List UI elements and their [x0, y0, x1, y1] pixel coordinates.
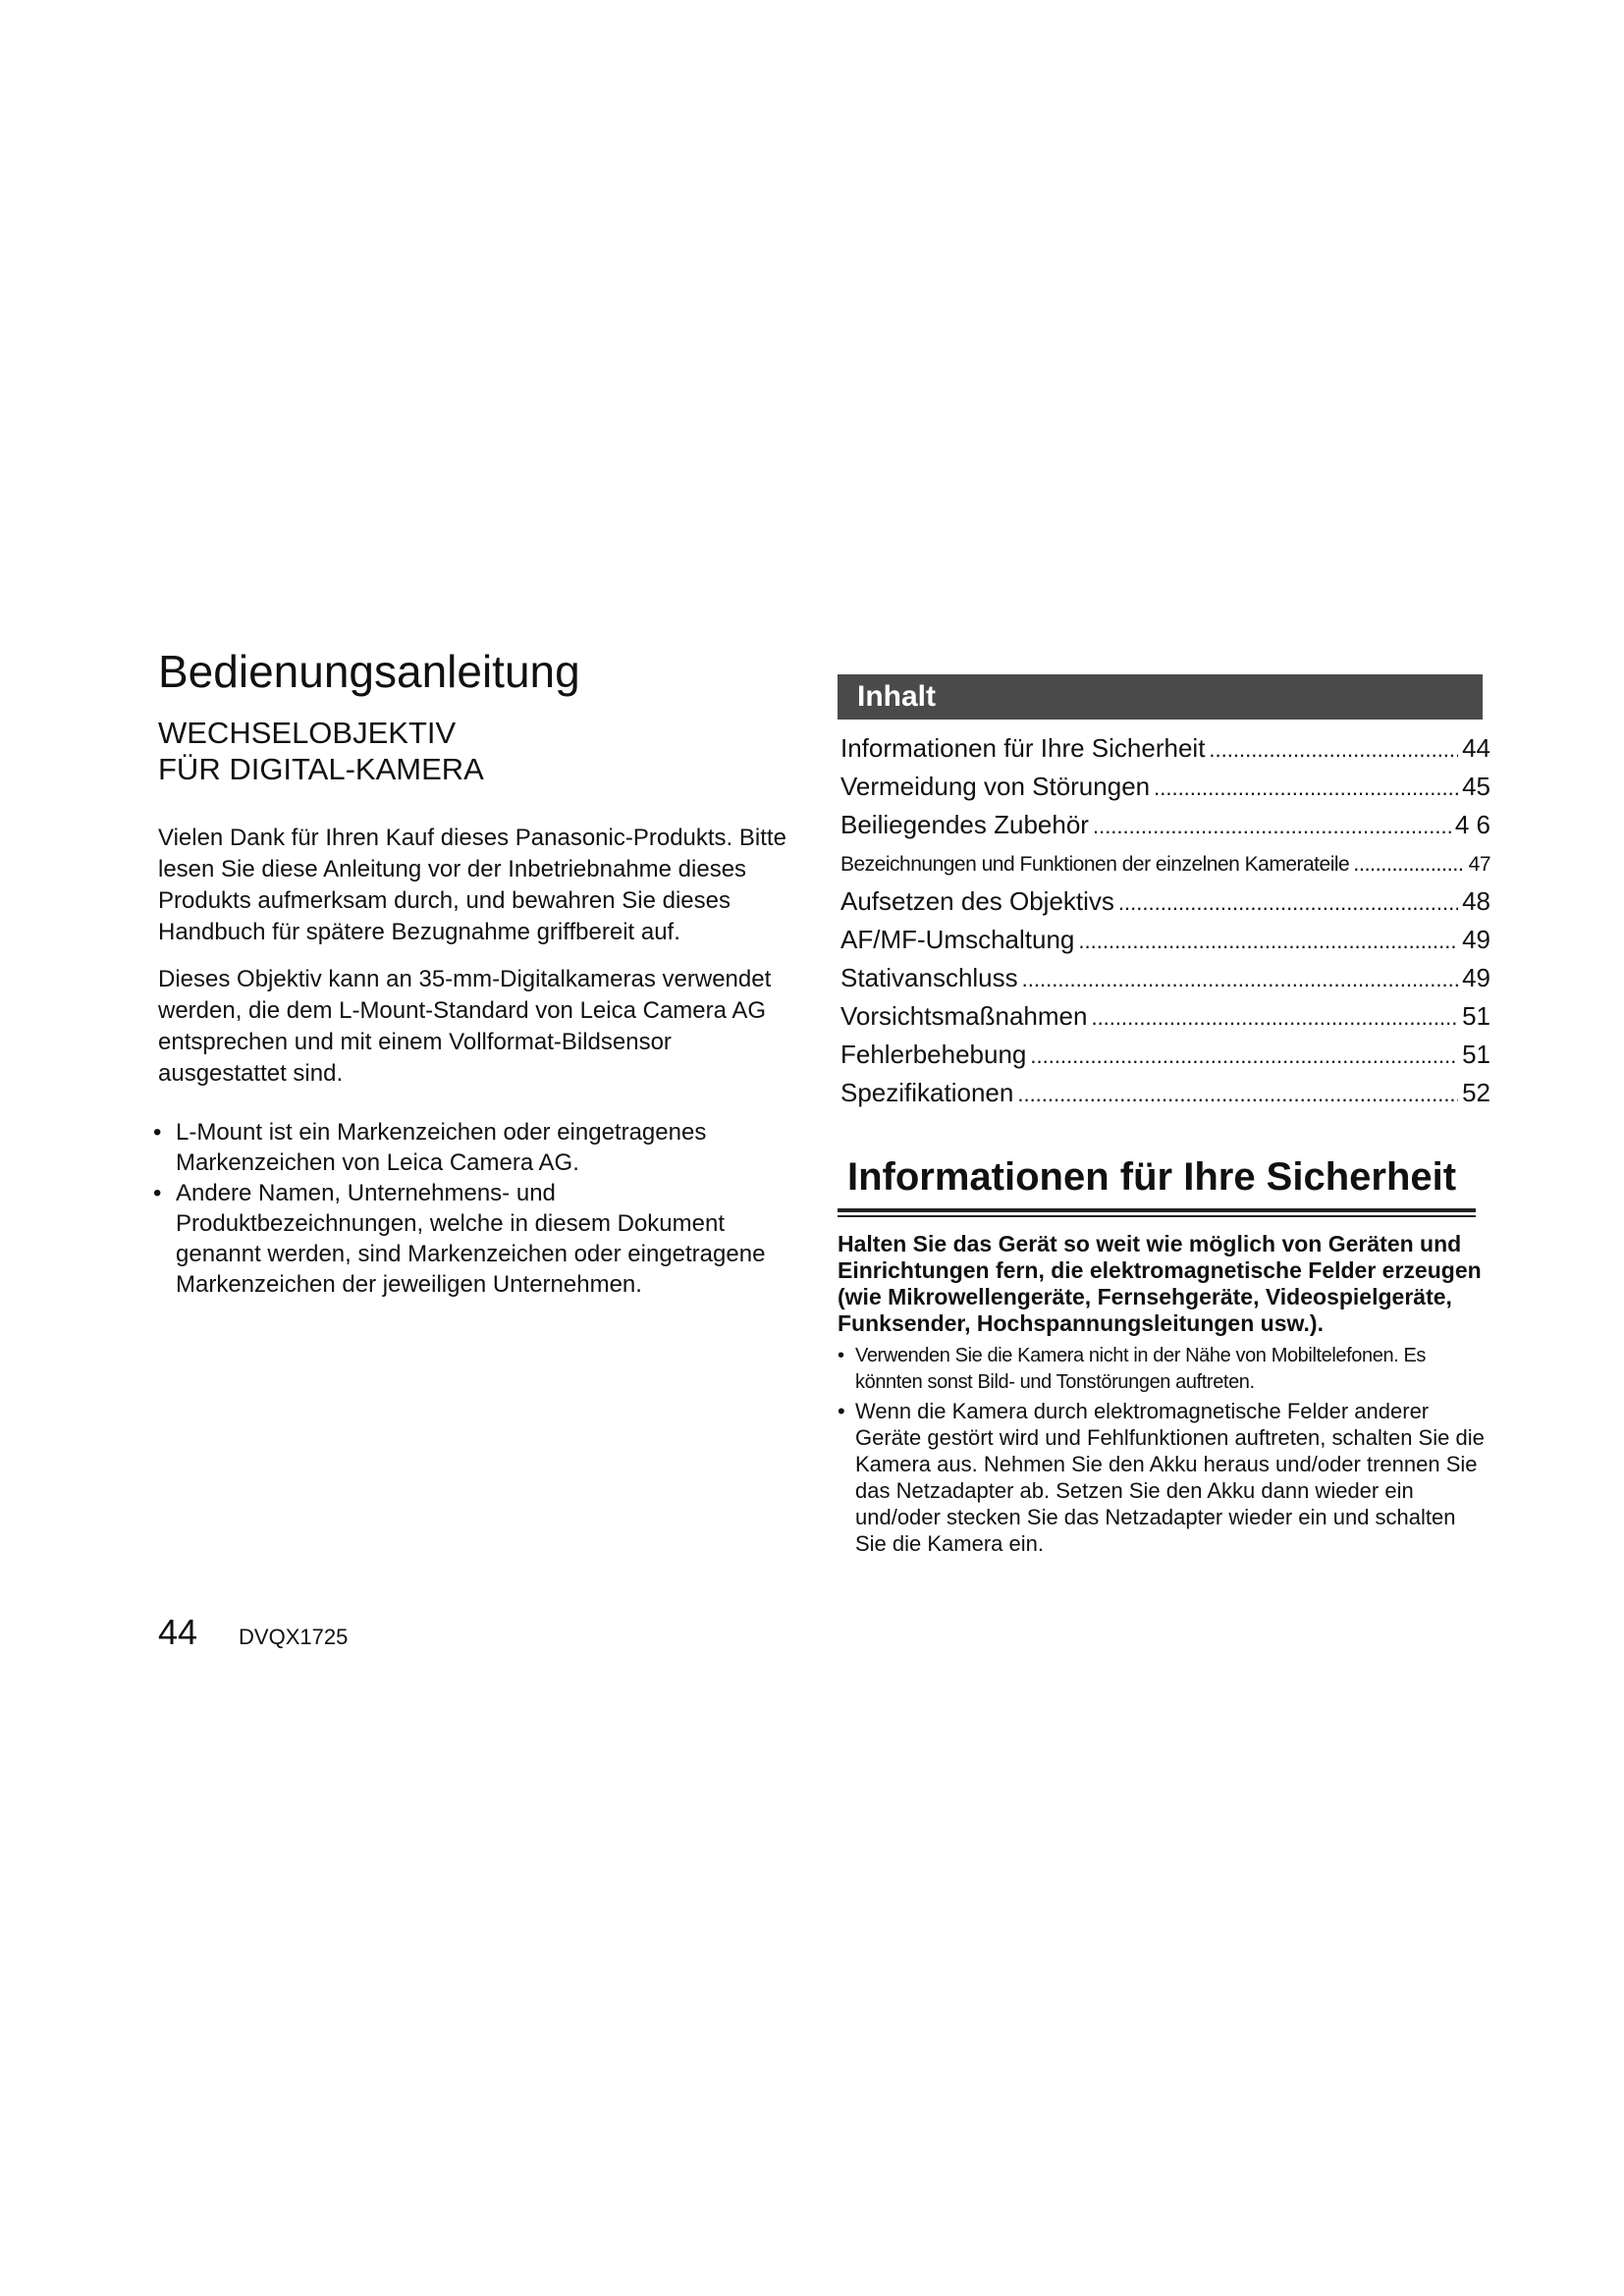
- toc-entry-page: 44: [1462, 733, 1490, 763]
- right-column: [838, 674, 1490, 1559]
- toc-entry[interactable]: [838, 997, 1490, 1036]
- table-of-contents: [838, 729, 1490, 1112]
- toc-entry-label: Stativanschluss: [840, 963, 1018, 992]
- trademark-note: [153, 1178, 796, 1300]
- toc-leader-dots: [1154, 769, 1458, 807]
- toc-entry-page: 4 6: [1454, 810, 1490, 839]
- toc-leader-dots: [1118, 883, 1458, 922]
- toc-entry[interactable]: [838, 729, 1490, 768]
- toc-entry-page: 49: [1462, 963, 1490, 992]
- toc-leader-dots: [1209, 730, 1458, 769]
- toc-entry-label: Beiliegendes Zubehör: [840, 810, 1089, 839]
- toc-leader-dots: [1022, 960, 1458, 998]
- page-number: 44: [158, 1612, 198, 1652]
- toc-entry[interactable]: [838, 921, 1490, 959]
- product-name: [158, 715, 796, 787]
- toc-leader-dots: [1078, 922, 1458, 960]
- toc-entry-label: Bezeichnungen und Funktionen der einzelnen Kamerateile: [840, 853, 1350, 876]
- page-footer: [158, 1612, 348, 1653]
- toc-entry-page: 49: [1462, 925, 1490, 954]
- toc-entry[interactable]: [838, 768, 1490, 806]
- toc-header: Inhalt: [838, 674, 1483, 720]
- toc-entry-label: Informationen für Ihre Sicherheit: [840, 733, 1206, 763]
- safety-bullet-text: Wenn die Kamera durch elektromagnetische Felder anderer Geräte gestört wird und Fehlfunktionen auftreten, schalten Sie die Kamera aus. Nehmen Sie den Akku heraus und/oder trennen Sie das Netzadapter ab. Setzen Sie den Akku dann wieder ein und/oder stecken Sie das Netzadapter wieder ein und schalten Sie die Kamera ein.: [855, 1399, 1485, 1556]
- note-text: Andere Namen, Unternehmens- und Produktbezeichnungen, welche in diesem Dokument genannt werden, sind Markenzeichen oder eingetragene Markenzeichen der jeweiligen Unternehmen.: [176, 1180, 766, 1299]
- toc-entry-page: 47: [1468, 853, 1490, 876]
- section-lead: Halten Sie das Gerät so weit wie möglich von Geräten und Einrichtungen fern, die elektromagnetische Felder erzeugen (wie Mikrowellengeräte, Fernsehgeräte, Videospielgeräte, Funksender, Hochspannungsleitungen usw.).: [838, 1231, 1482, 1336]
- note-text: L-Mount ist ein Markenzeichen oder eingetragenes Markenzeichen von Leica Camera AG.: [176, 1119, 707, 1177]
- toc-entry[interactable]: [838, 1074, 1490, 1112]
- product-line-1: WECHSELOBJEKTIV: [158, 716, 457, 751]
- toc-leader-dots: [1091, 998, 1458, 1037]
- left-column: [153, 646, 796, 1300]
- toc-entry[interactable]: [838, 1036, 1490, 1074]
- toc-leader-dots: [1030, 1037, 1458, 1075]
- toc-entry-page: 51: [1462, 1040, 1490, 1069]
- product-line-2: FÜR DIGITAL-KAMERA: [158, 752, 484, 787]
- toc-entry-page: 51: [1462, 1001, 1490, 1031]
- bullet-icon: •: [838, 1345, 844, 1366]
- safety-bullet-text: Verwenden Sie die Kamera nicht in der Nähe von Mobiltelefonen. Es könnten sonst Bild- und Tonstörungen auftreten.: [855, 1345, 1427, 1393]
- toc-entry[interactable]: [838, 844, 1490, 882]
- toc-entry-label: Aufsetzen des Objektivs: [840, 886, 1114, 916]
- bullet-icon: •: [153, 1180, 162, 1207]
- toc-entry[interactable]: [838, 882, 1490, 921]
- toc-entry-label: Fehlerbehebung: [840, 1040, 1027, 1069]
- toc-leader-dots: [1017, 1075, 1458, 1113]
- bullet-icon: •: [153, 1119, 162, 1147]
- intro-paragraph-2: Dieses Objektiv kann an 35-mm-Digitalkameras verwendet werden, die dem L-Mount-Standard von Leica Camera AG entsprechen und mit einem Vollformat-Bildsensor ausgestattet sind.: [158, 966, 772, 1088]
- bullet-icon: •: [838, 1399, 845, 1423]
- trademark-notes: [153, 1117, 796, 1300]
- toc-entry[interactable]: [838, 806, 1490, 844]
- toc-entry-label: AF/MF-Umschaltung: [840, 925, 1075, 954]
- document-title: Bedienungsanleitung: [158, 646, 580, 697]
- toc-entry-label: Vorsichtsmaßnahmen: [840, 1001, 1088, 1031]
- section-title: Informationen für Ihre Sicherheit: [847, 1155, 1457, 1199]
- document-code: DVQX1725: [239, 1625, 349, 1649]
- safety-bullet: [838, 1398, 1486, 1557]
- toc-entry-page: 48: [1462, 886, 1490, 916]
- intro-paragraph-1: Vielen Dank für Ihren Kauf dieses Panasonic-Produkts. Bitte lesen Sie diese Anleitung vor der Inbetriebnahme dieses Produkts aufmerksam durch, und bewahren Sie dieses Handbuch für spätere Bezugnahme griffbereit auf.: [158, 825, 786, 946]
- toc-leader-dots: [1093, 807, 1451, 845]
- section-divider: [838, 1208, 1476, 1217]
- toc-entry-page: 52: [1462, 1078, 1490, 1107]
- toc-entry-label: Spezifikationen: [840, 1078, 1014, 1107]
- trademark-note: [153, 1117, 796, 1178]
- toc-entry-page: 45: [1462, 772, 1490, 801]
- toc-entry-label: Vermeidung von Störungen: [840, 772, 1151, 801]
- safety-bullet: [838, 1343, 1486, 1396]
- toc-leader-dots: [1353, 844, 1464, 882]
- toc-entry[interactable]: [838, 959, 1490, 997]
